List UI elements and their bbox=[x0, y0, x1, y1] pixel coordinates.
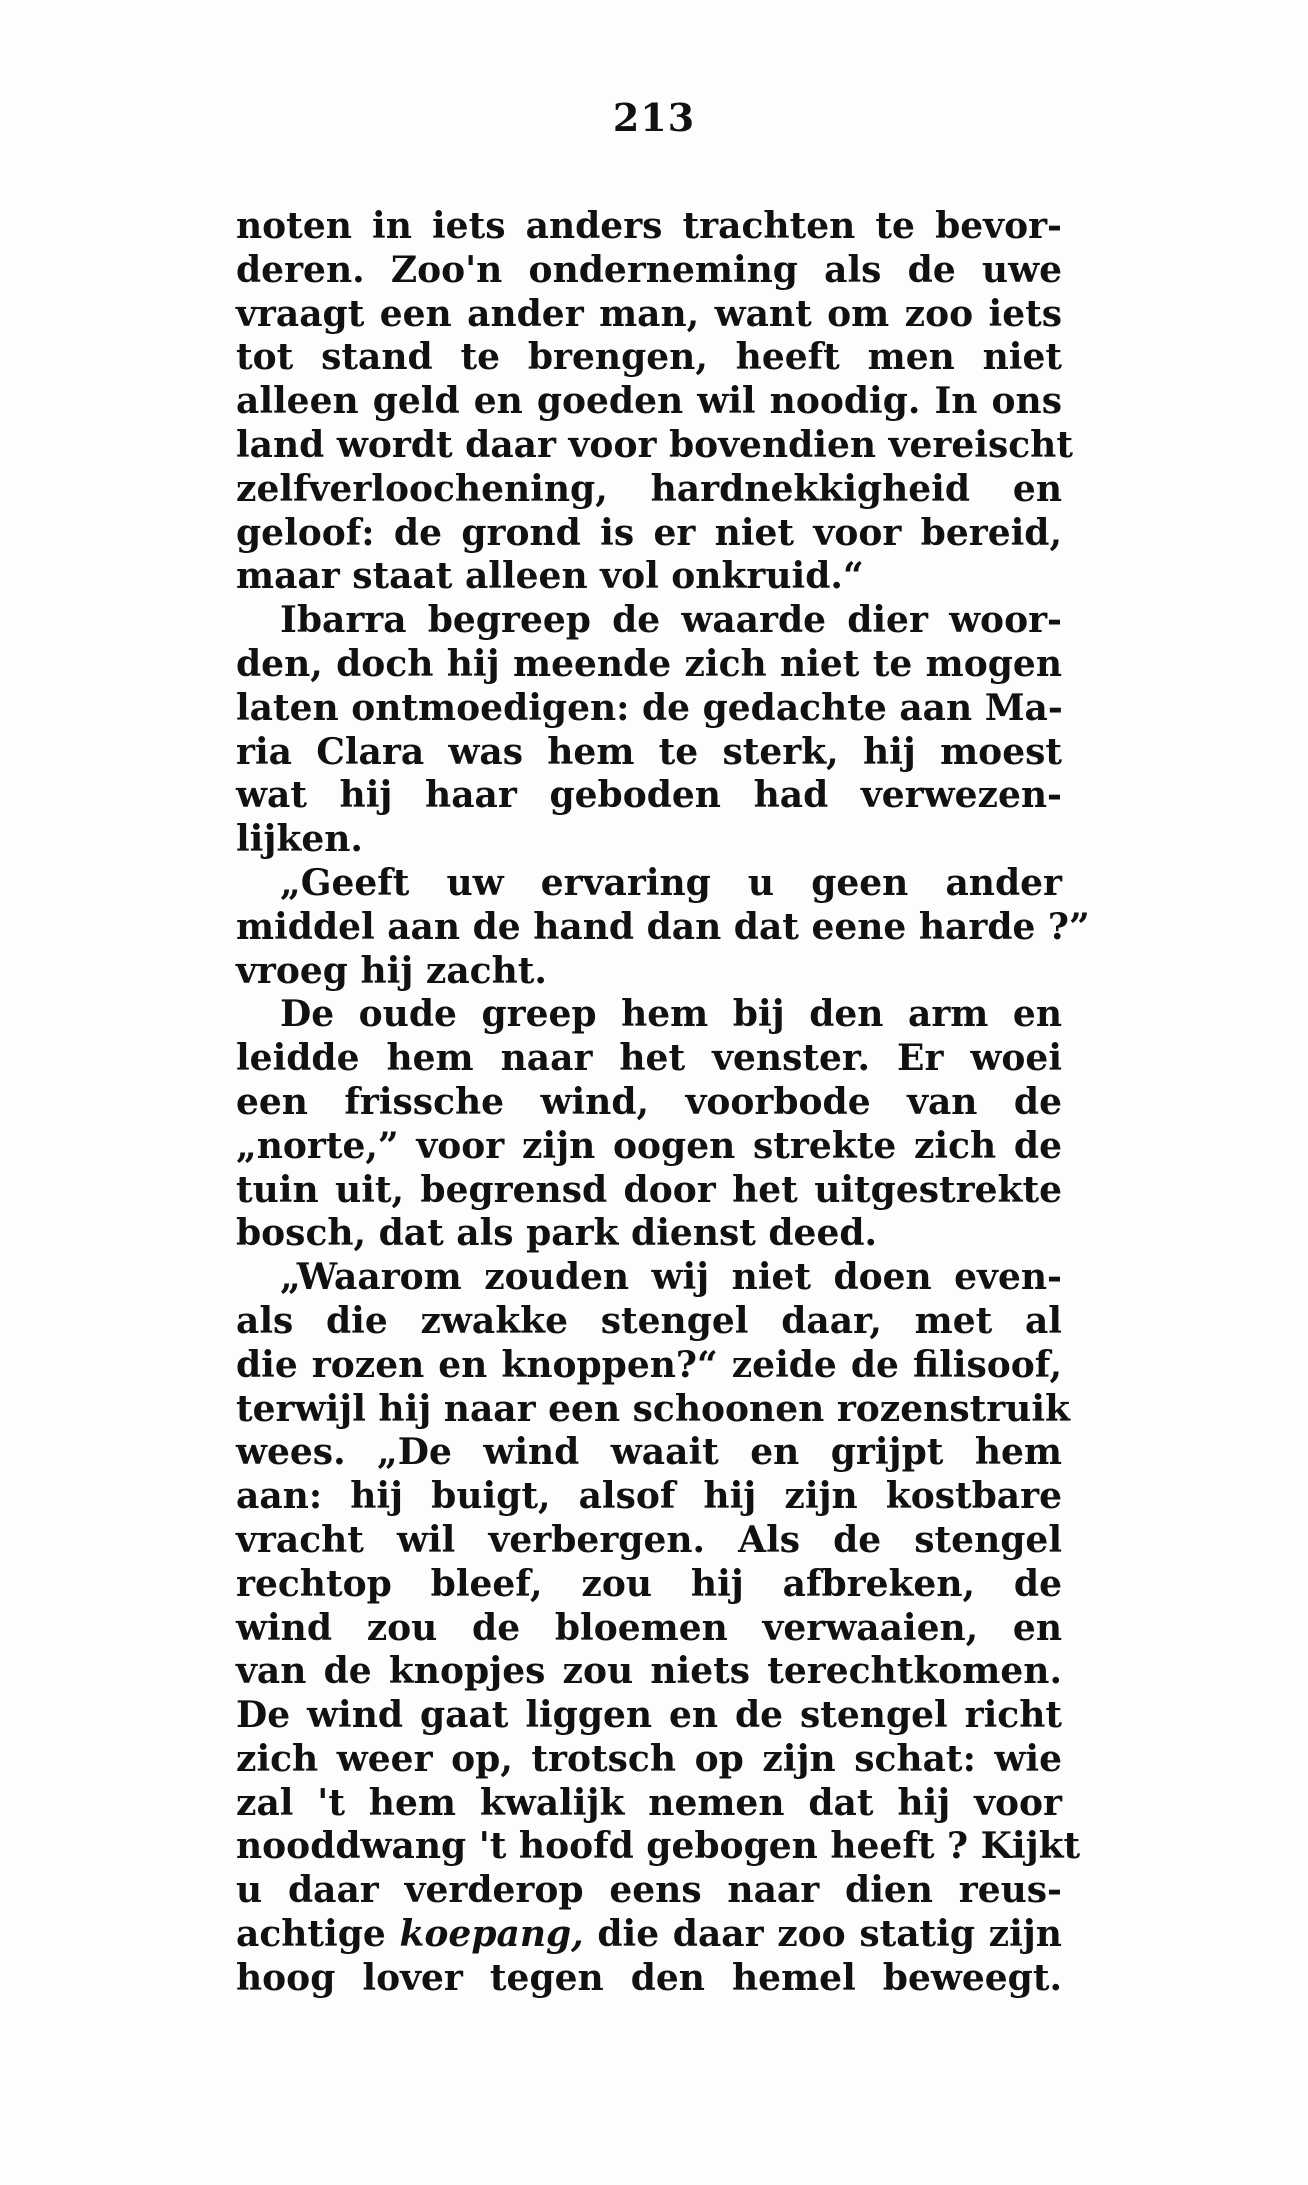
text-line: aan: hij buigt, alsof hij zijn kostbare bbox=[236, 1475, 1062, 1518]
text-line: zich weer op, trotsch op zijn schat: wie bbox=[236, 1737, 1062, 1780]
text-line: noten in iets anders trachten te bevor- bbox=[236, 205, 1062, 247]
text-line: u daar verderop eens naar dien reus- bbox=[236, 1869, 1062, 1912]
text-line: vraagt een ander man, want om zoo iets bbox=[236, 292, 1062, 335]
text-line: tot stand te brengen, heeft men niet bbox=[236, 336, 1062, 379]
text-line: „norte,” voor zijn oogen strekte zich de bbox=[236, 1124, 1062, 1167]
text-line: van de knopjes zou niets terechtkomen. bbox=[236, 1650, 1062, 1693]
italic-word: koepang, bbox=[399, 1913, 584, 1956]
text-line: die rozen en knoppen?“ zeide de filisoof, bbox=[236, 1343, 1062, 1386]
page-number: 213 bbox=[612, 95, 696, 140]
text-line: wat hij haar geboden had verwezen- bbox=[236, 774, 1062, 817]
body-text bbox=[236, 205, 1090, 2001]
text-line: terwijl hij naar een schoonen rozenstruik bbox=[236, 1387, 1070, 1430]
text-line: nooddwang 't hoofd gebogen heeft ? Kijkt bbox=[236, 1825, 1081, 1868]
text-line: hoog lover tegen den hemel beweegt. bbox=[236, 1956, 1062, 1999]
text-segment: achtige bbox=[236, 1913, 386, 1956]
text-line: alleen geld en goeden wil noodig. In ons bbox=[236, 380, 1062, 423]
text-line: tuin uit, begrensd door het uitgestrekte bbox=[236, 1168, 1062, 1211]
text-line: wees. „De wind waait en grijpt hem bbox=[236, 1431, 1062, 1474]
text-line: geloof: de grond is er niet voor bereid, bbox=[236, 511, 1062, 554]
text-segment: die daar zoo statig zijn bbox=[597, 1913, 1062, 1956]
paragraph-start-line: „Geeft uw ervaring u geen ander bbox=[280, 861, 1062, 904]
text-line: middel aan de hand dan dat eene harde ?” bbox=[236, 905, 1090, 948]
paragraph-start-line: „Waarom zouden wij niet doen even- bbox=[280, 1256, 1062, 1299]
text-line: leidde hem naar het venster. Er woei bbox=[236, 1037, 1062, 1080]
text-line: den, doch hij meende zich niet te mogen bbox=[236, 642, 1062, 685]
text-line: als die zwakke stengel daar, met al bbox=[236, 1299, 1062, 1342]
text-line: land wordt daar voor bovendien vereischt bbox=[236, 423, 1073, 466]
text-line: vracht wil verbergen. Als de stengel bbox=[236, 1518, 1062, 1561]
text-line: lijken. bbox=[236, 818, 363, 861]
text-line: ria Clara was hem te sterk, hij moest bbox=[236, 730, 1062, 773]
text-line: wind zou de bloemen verwaaien, en bbox=[236, 1606, 1062, 1649]
text-line: rechtop bleef, zou hij afbreken, de bbox=[236, 1562, 1062, 1605]
text-line-with-italic bbox=[236, 1913, 1062, 1957]
text-line: laten ontmoedigen: de gedachte aan Ma- bbox=[236, 686, 1063, 729]
text-line: bosch, dat als park dienst deed. bbox=[236, 1212, 878, 1255]
text-line: De wind gaat liggen en de stengel richt bbox=[236, 1694, 1062, 1737]
text-line: deren. Zoo'n onderneming als de uwe bbox=[236, 248, 1062, 291]
text-line: zelfverloochening, hardnekkigheid en bbox=[236, 467, 1062, 510]
text-line: zal 't hem kwalijk nemen dat hij voor bbox=[236, 1781, 1062, 1824]
paragraph-start-line: De oude greep hem bij den arm en bbox=[280, 993, 1062, 1036]
text-line: vroeg hij zacht. bbox=[236, 949, 547, 992]
text-line: een frissche wind, voorbode van de bbox=[236, 1080, 1062, 1123]
text-line: maar staat alleen vol onkruid.“ bbox=[236, 555, 864, 598]
paragraph-start-line: Ibarra begreep de waarde dier woor- bbox=[280, 599, 1062, 642]
